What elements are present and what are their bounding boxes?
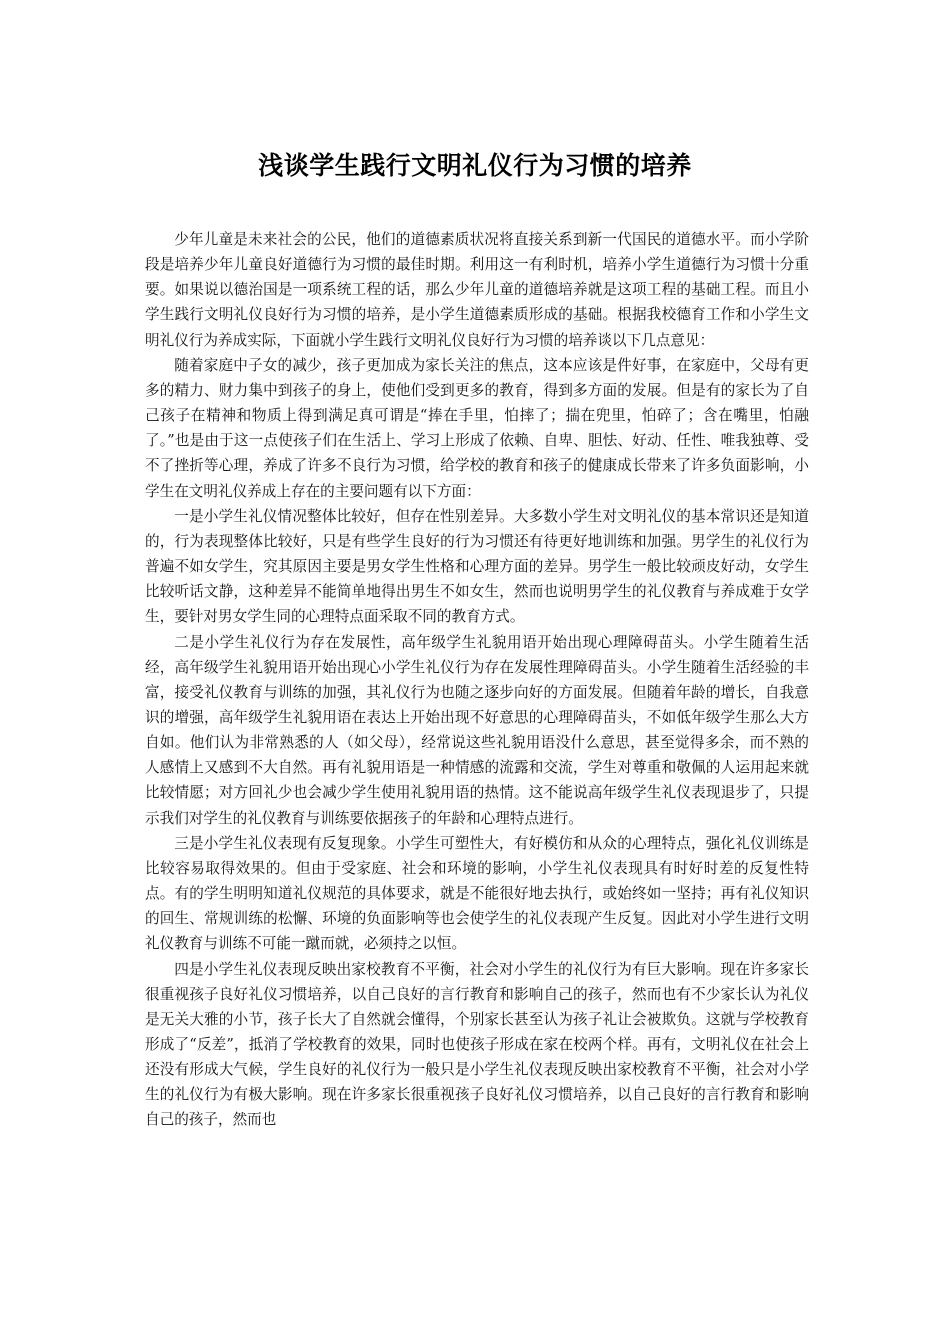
paragraph-point-three: 三是小学生礼仪表现有反复现象。小学生可塑性大，有好模仿和从众的心理特点，强化礼仪训练是比较容易取得效果的。但由于受家庭、社会和环境的影响，小学生礼仪表现具有时好时差的反复性特点。有的学生明明知道礼仪规范的具体要求，就是不能很好地去执行，或始终如一坚持；再有礼仪知识的回生、常规训练的松懈、环境的负面影响等也会使学生的礼仪表现产生反复。因此对小学生进行文明礼仪教育与训练不可能一蹴而就，必须持之以恒。 [145,834,809,953]
paragraph-intro: 少年儿童是未来社会的公民，他们的道德素质状况将直接关系到新一代国民的道德水平。而小学阶段是培养少年儿童良好道德行为习惯的最佳时期。利用这一有利时机，培养小学生道德行为习惯十分重要。如果说以德治国是一项系统工程的话，那么少年儿童的道德培养就是这项工程的基础工程。而且小学生践行文明礼仪良好行为习惯的培养，是小学生道德素质形成的基础。根据我校德育工作和小学生文明礼仪行为养成实际，下面就小学生践行文明礼仪良好行为习惯的培养谈以下几点意见： [145,231,809,349]
paragraph-point-four: 四是小学生礼仪表现反映出家校教育不平衡，社会对小学生的礼仪行为有巨大影响。现在许多家长很重视孩子良好礼仪习惯培养，以自己良好的言行教育和影响自己的孩子，然而也有不少家长认为礼仪是无关大雅的小节，孩子长大了自然就会懂得，个别家长甚至认为孩子礼让会被欺负。这就与学校教育形成了“反差”，抵消了学校教育的效果，同时也使孩子形成在家在校两个样。再有，文明礼仪在社会上还没有形成大气候，学生良好的礼仪行为一般只是小学生礼仪表现反映出家校教育不平衡，社会对小学生的礼仪行为有极大影响。现在许多家长很重视孩子良好礼仪习惯培养，以自己良好的言行教育和影响自己的孩子，然而也 [145,960,809,1129]
paragraph-point-two: 二是小学生礼仪行为存在发展性，高年级学生礼貌用语开始出现心理障碍苗头。小学生随着生活经，高年级学生礼貌用语开始出现心小学生礼仪行为存在发展性理障碍苗头。小学生随着生活经验的丰富，接受礼仪教育与训练的加强，其礼仪行为也随之逐步向好的方面发展。但随着年龄的增长，自我意识的增强，高年级学生礼貌用语在表达上开始出现不好意思的心理障碍苗头，不如低年级学生那么大方自如。他们认为非常熟悉的人（如父母），经常说这些礼貌用语没什么意思，甚至觉得多余，而不熟的人感情上又感到不大自然。再有礼貌用语是一种情感的流露和交流，学生对尊重和敬佩的人运用起来就比较情愿；对方回礼少也会减少学生使用礼貌用语的热情。这不能说高年级学生礼仪表现退步了，只提示我们对学生的礼仪教育与训练要依据孩子的年龄和心理特点进行。 [145,633,809,827]
document-title: 浅谈学生践行文明礼仪行为习惯的培养 [258,150,692,180]
document-body [145,227,809,1133]
paragraph-point-one: 一是小学生礼仪情况整体比较好，但存在性别差异。大多数小学生对文明礼仪的基本常识还是知道的，行为表现整体比较好，只是有些学生良好的行为习惯还有待更好地训练和加强。男学生的礼仪行为普遍不如女学生，究其原因主要是男女学生性格和心理方面的差异。男学生一般比较顽皮好动，女学生比较听话文静，这种差异不能简单地得出男生不如女生，然而也说明男学生的礼仪教育与养成难于女学生，要针对男女学生同的心理特点面采取不同的教育方式。 [145,507,809,626]
paragraph-background: 随着家庭中子女的减少，孩子更加成为家长关注的焦点，这本应该是件好事，在家庭中，父母有更多的精力、财力集中到孩子的身上，使他们受到更多的教育，得到多方面的发展。但是有的家长为了自己孩子在精神和物质上得到满足真可谓是“捧在手里，怕摔了；揣在兜里，怕碎了；含在嘴里，怕融了。”也是由于这一点使孩子们在生活上、学习上形成了依赖、自卑、胆怯、好动、任性、唯我独尊、受不了挫折等心理，养成了许多不良行为习惯，给学校的教育和孩子的健康成长带来了许多负面影响，小学生在文明礼仪养成上存在的主要问题有以下方面： [145,356,809,500]
